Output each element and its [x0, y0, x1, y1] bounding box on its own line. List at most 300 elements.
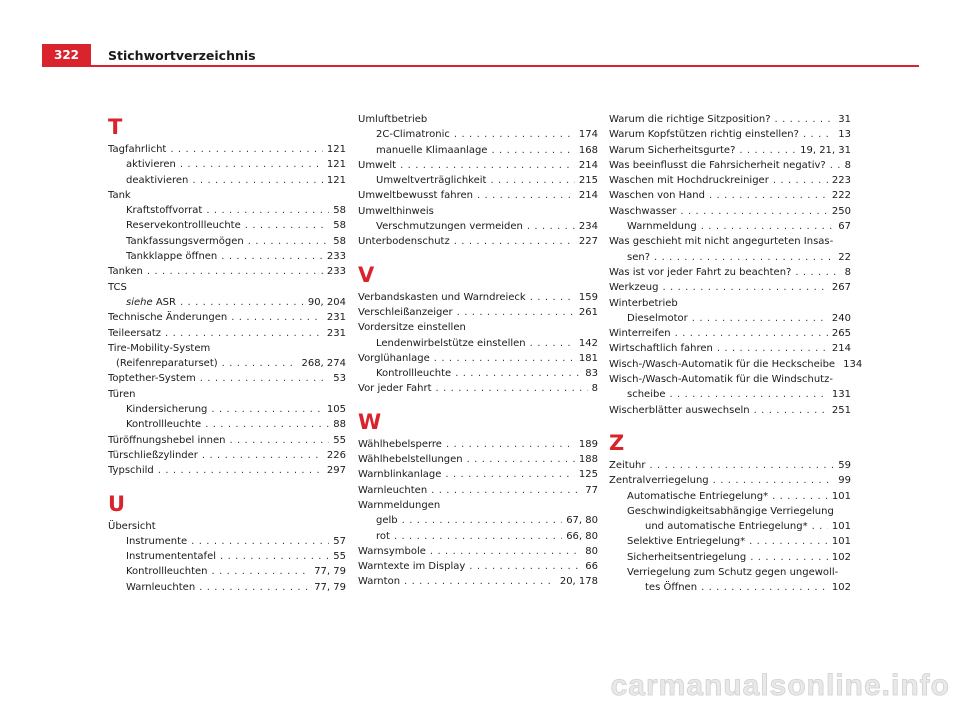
- dot-leader: [669, 387, 827, 402]
- dot-leader: [454, 127, 575, 142]
- entry-text: rot: [376, 530, 390, 542]
- page-refs: 240: [831, 312, 851, 324]
- index-subentry: [108, 173, 346, 188]
- index-entry: [358, 158, 598, 173]
- entry-text: Wischerblätter auswechseln: [609, 404, 750, 416]
- index-entry: [609, 357, 863, 372]
- dot-leader: [191, 534, 329, 549]
- dot-leader: [739, 143, 796, 158]
- dot-leader: [430, 544, 581, 559]
- dot-leader: [527, 219, 575, 234]
- page-refs: 189: [578, 438, 598, 450]
- entry-text: Verriegelung zum Schutz gegen ungewoll-: [627, 567, 839, 579]
- dot-leader: [394, 529, 562, 544]
- index-entry: [108, 341, 346, 356]
- index-entry: [108, 433, 346, 448]
- index-entry: [358, 559, 598, 574]
- dot-leader: [402, 513, 563, 528]
- index-entry: [108, 448, 346, 463]
- page-refs: 83: [585, 368, 598, 380]
- page-refs: 77: [585, 484, 598, 496]
- page-refs: 297: [326, 465, 346, 477]
- dot-leader: [709, 188, 828, 203]
- dot-leader: [205, 417, 329, 432]
- entry-text: Unterbodenschutz: [358, 236, 450, 248]
- page-refs: 67: [838, 221, 851, 233]
- page-refs: 77, 79: [314, 566, 346, 578]
- entry-text: Türen: [108, 388, 136, 400]
- page-refs: 131: [831, 389, 851, 401]
- index-entry: [108, 188, 346, 203]
- entry-text: Dieselmotor: [627, 312, 688, 324]
- page-refs: 77, 79: [314, 581, 346, 593]
- page-refs: 66, 80: [566, 530, 598, 542]
- entry-text: Reservekontrollleuchte: [126, 220, 241, 232]
- dot-leader: [180, 295, 304, 310]
- index-subentry: [358, 366, 598, 381]
- entry-text: Teileersatz: [108, 327, 162, 339]
- dot-leader: [229, 433, 329, 448]
- dot-leader: [404, 574, 556, 589]
- entry-text: tes Öffnen: [645, 582, 698, 594]
- index-subentry: [358, 336, 598, 351]
- index-subentry: [108, 295, 346, 310]
- entry-text: Geschwindigkeitsabhängige Verriegelung: [627, 505, 834, 517]
- page-refs: 66: [585, 561, 598, 573]
- entry-text: Wisch-/Wasch-Automatik für die Heckscheibe: [609, 358, 836, 370]
- page-refs: 101: [831, 521, 851, 533]
- entry-text: 2C-Climatronic: [376, 129, 450, 141]
- page-refs: 101: [831, 490, 851, 502]
- header-rule: [42, 65, 919, 67]
- entry-text: Verbandskasten und Warndreieck: [358, 291, 526, 303]
- index-subentry: [108, 218, 346, 233]
- entry-text: Winterreifen: [609, 328, 671, 340]
- entry-text: Warnsymbole: [358, 545, 426, 557]
- index-entry: [358, 437, 598, 452]
- dot-leader: [749, 534, 828, 549]
- entry-text: Warntexte im Display: [358, 561, 466, 573]
- dot-leader: [530, 290, 575, 305]
- index-entry: [358, 467, 598, 482]
- index-entry: [108, 264, 346, 279]
- dot-leader: [491, 143, 574, 158]
- index-entry: [108, 326, 346, 341]
- index-subentry: [108, 157, 346, 172]
- entry-text: Verschmutzungen vermeiden: [376, 221, 523, 233]
- page-refs: 58: [333, 220, 346, 232]
- dot-leader: [222, 356, 298, 371]
- entry-text: Zentralverriegelung: [609, 475, 709, 487]
- page-refs: 20, 178: [559, 576, 598, 588]
- index-entry: [609, 143, 851, 158]
- dot-leader: [530, 336, 575, 351]
- entry-text: Umwelt: [358, 159, 397, 171]
- index-entry: [609, 234, 851, 265]
- index-entry: [108, 310, 346, 325]
- dot-leader: [248, 234, 330, 249]
- entry-text: Vor jeder Fahrt: [358, 383, 432, 395]
- index-subentry: [108, 249, 346, 264]
- entry-text: Tankfassungsvermögen: [126, 235, 244, 247]
- entry-text: Umweltbewusst fahren: [358, 190, 473, 202]
- index-entry: [609, 326, 851, 341]
- section-letter: U: [108, 491, 126, 516]
- dot-leader: [400, 158, 575, 173]
- entry-text: sen?: [627, 251, 651, 263]
- index-entry: [358, 381, 598, 396]
- index-subentry: [358, 219, 598, 234]
- entry-text: Warnmeldung: [627, 221, 697, 233]
- dot-leader: [192, 173, 323, 188]
- index-subentry: [108, 564, 346, 579]
- entry-text: Tagfahrlicht: [108, 144, 167, 155]
- dot-leader: [773, 173, 828, 188]
- entry-text: Was geschieht mit nicht angegurteten Insas-: [609, 236, 834, 248]
- index-entry: [358, 498, 598, 513]
- dot-leader: [202, 448, 323, 463]
- index-subentry: [609, 219, 851, 234]
- index-subentry: [358, 127, 598, 142]
- index-subentry: [108, 549, 346, 564]
- index-entry: [108, 519, 346, 534]
- index-subentry: [358, 173, 598, 188]
- page-refs: 53: [333, 373, 346, 385]
- dot-leader: [490, 173, 574, 188]
- entry-text: Wirtschaftlich fahren: [609, 343, 713, 355]
- entry-text: Warum Sicherheitsgurte?: [609, 144, 736, 156]
- entry-text: Warnleuchten: [126, 581, 196, 593]
- entry-text: Instrumente: [126, 535, 188, 547]
- entry-text: Warnmeldungen: [358, 499, 441, 511]
- page-refs: 223: [831, 175, 851, 187]
- page-refs: 233: [326, 266, 346, 278]
- page-refs: 250: [831, 205, 851, 217]
- entry-text: Vordersitze einstellen: [358, 322, 466, 334]
- index-entry: [609, 265, 851, 280]
- index-subentry: [108, 580, 346, 595]
- entry-text: Umweltverträglichkeit: [376, 175, 487, 187]
- page-refs: 80: [585, 545, 598, 557]
- index-subentry: [609, 311, 851, 326]
- entry-text: Tank: [108, 189, 131, 201]
- entry-text: Waschwasser: [609, 205, 677, 217]
- dot-leader: [206, 203, 329, 218]
- entry-text: Umwelthinweis: [358, 205, 434, 217]
- page-refs: 99: [838, 475, 851, 487]
- page-refs: 121: [326, 174, 346, 186]
- page-refs: 214: [831, 343, 851, 355]
- index-entry: [108, 371, 346, 386]
- page-refs: 55: [333, 551, 346, 563]
- entry-text: TCS: [108, 281, 127, 293]
- entry-text: Vorglühanlage: [358, 352, 430, 364]
- page-refs: 188: [578, 454, 598, 466]
- index-subentry: [108, 203, 346, 218]
- entry-text: Warum die richtige Sitzposition?: [609, 114, 771, 125]
- page-refs: 8: [844, 159, 851, 171]
- entry-text: Kindersicherung: [126, 404, 208, 416]
- page-refs: 234: [578, 221, 598, 233]
- dot-leader: [713, 473, 835, 488]
- page-refs: 22: [838, 251, 851, 263]
- dot-leader: [199, 580, 310, 595]
- page-refs: 13: [838, 129, 851, 141]
- page-refs: 214: [578, 190, 598, 202]
- page-refs: 227: [578, 236, 598, 248]
- index-entry: [358, 574, 598, 589]
- index-subentry: [609, 550, 851, 565]
- dot-leader: [445, 467, 575, 482]
- entry-text: gelb: [376, 515, 398, 527]
- page-refs: 90, 204: [307, 296, 346, 308]
- entry-text: Wählhebelstellungen: [358, 454, 463, 466]
- entry-text: Tankklappe öffnen: [126, 251, 218, 263]
- page-number: 322: [42, 44, 91, 66]
- index-subentry: [609, 504, 851, 535]
- dot-leader: [469, 559, 581, 574]
- index-entry: [609, 296, 851, 311]
- index-entry: [609, 188, 851, 203]
- entry-text: ASR: [155, 296, 176, 308]
- page-refs: 31: [838, 114, 851, 125]
- entry-text: Selektive Entriegelung*: [627, 536, 746, 548]
- dot-leader: [830, 158, 841, 173]
- entry-text: Kraftstoffvorrat: [126, 205, 203, 217]
- dot-leader: [180, 157, 323, 172]
- entry-text: scheibe: [627, 389, 666, 401]
- entry-text: Werkzeug: [609, 282, 659, 294]
- entry-text: Warnblinkanlage: [358, 469, 442, 481]
- dot-leader: [662, 280, 827, 295]
- page-refs: 268, 274: [301, 358, 346, 370]
- index-subentry: [108, 234, 346, 249]
- entry-text: Automatische Entriegelung*: [627, 490, 769, 502]
- index-subentry: [108, 534, 346, 549]
- index-column-1: [108, 112, 346, 595]
- dot-leader: [221, 249, 323, 264]
- index-subentry: [609, 565, 851, 596]
- index-entry: [609, 112, 851, 127]
- index-subentry: [358, 529, 598, 544]
- dot-leader: [717, 341, 828, 356]
- index-entry: [358, 204, 598, 219]
- entry-text: Warnton: [358, 576, 401, 588]
- dot-leader: [245, 218, 330, 233]
- dot-leader: [200, 371, 330, 386]
- entry-text: Wählhebelsperre: [358, 438, 442, 450]
- index-entry: [358, 188, 598, 203]
- dot-leader: [812, 519, 828, 534]
- dot-leader: [467, 452, 575, 467]
- page-refs: 174: [578, 129, 598, 141]
- dot-leader: [675, 326, 828, 341]
- dot-leader: [795, 265, 840, 280]
- dot-leader: [650, 458, 835, 473]
- page-refs: 214: [578, 159, 598, 171]
- entry-text: Waschen mit Hochdruckreiniger: [609, 175, 769, 187]
- index-subentry: [358, 513, 598, 528]
- index-entry: [358, 351, 598, 366]
- page-refs: 58: [333, 205, 346, 217]
- entry-text: Technische Änderungen: [108, 312, 228, 324]
- entry-text: aktivieren: [126, 159, 176, 171]
- index-entry: [609, 403, 851, 418]
- index-entry: [358, 483, 598, 498]
- index-entry: [609, 372, 851, 403]
- dot-leader: [754, 403, 828, 418]
- entry-text: Zeituhr: [609, 459, 646, 471]
- entry-text: Waschen von Hand: [609, 190, 705, 202]
- see-reference: siehe: [126, 296, 153, 308]
- page-refs: 57: [333, 535, 346, 547]
- entry-text: Winterbetrieb: [609, 297, 678, 309]
- index-subentry: [358, 143, 598, 158]
- index-subentry: [609, 534, 851, 549]
- page-refs: 105: [326, 404, 346, 416]
- watermark: [0, 668, 958, 700]
- index-entry: [358, 305, 598, 320]
- entry-text: Kontrollleuchte: [376, 368, 452, 380]
- entry-text: Instrumententafel: [126, 551, 217, 563]
- entry-text: Was ist vor jeder Fahrt zu beachten?: [609, 266, 792, 278]
- entry-text: Lendenwirbelstütze einstellen: [376, 337, 526, 349]
- dot-leader: [457, 305, 575, 320]
- dot-leader: [446, 437, 575, 452]
- entry-text: Toptether-System: [108, 373, 196, 385]
- index-entry: [108, 142, 346, 157]
- page-refs: 222: [831, 190, 851, 202]
- dot-leader: [231, 310, 323, 325]
- page-refs: 125: [578, 469, 598, 481]
- dot-leader: [436, 381, 588, 396]
- page-refs: 181: [578, 352, 598, 364]
- dot-leader: [680, 204, 827, 219]
- page-refs: 215: [578, 175, 598, 187]
- index-entry: [108, 463, 346, 478]
- index-subentry: [108, 356, 346, 371]
- index-entry: [609, 458, 851, 473]
- entry-text: und automatische Entriegelung*: [645, 521, 808, 533]
- page-refs: 58: [333, 235, 346, 247]
- page-title: Stichwortverzeichnis: [108, 48, 256, 63]
- entry-text: Warum Kopfstützen richtig einstellen?: [609, 129, 799, 141]
- page-refs: 67, 80: [566, 515, 598, 527]
- page-refs: 101: [831, 536, 851, 548]
- page-refs: 231: [326, 327, 346, 339]
- index-entry: [609, 173, 851, 188]
- dot-leader: [158, 463, 323, 478]
- dot-leader: [434, 351, 575, 366]
- page-refs: 59: [838, 459, 851, 471]
- entry-text: Sicherheitsentriegelung: [627, 551, 747, 563]
- entry-text: Wisch-/Wasch-Automatik für die Windschutz-: [609, 374, 833, 386]
- index-entry: [609, 280, 851, 295]
- dot-leader: [772, 489, 828, 504]
- section-letter: T: [108, 115, 123, 139]
- page-refs: 265: [831, 328, 851, 340]
- dot-leader: [654, 250, 834, 265]
- entry-text: Kontrollleuchten: [126, 566, 208, 578]
- index-subentry: [108, 402, 346, 417]
- dot-leader: [701, 219, 835, 234]
- entry-text: Typschild: [108, 465, 154, 477]
- section-letter: V: [358, 262, 375, 287]
- dot-leader: [803, 127, 834, 142]
- dot-leader: [455, 366, 581, 381]
- index-column-3: [609, 112, 863, 596]
- page-refs: 102: [831, 551, 851, 563]
- page-refs: 251: [831, 404, 851, 416]
- dot-leader: [212, 564, 311, 579]
- dot-leader: [211, 402, 323, 417]
- index-entry: [609, 204, 851, 219]
- watermark-text: carmanualsonline.info: [610, 669, 950, 700]
- page-refs: 231: [326, 312, 346, 324]
- entry-text: Türöffnungshebel innen: [108, 434, 226, 446]
- index-entry: [358, 290, 598, 305]
- index-entry: [609, 341, 851, 356]
- page-refs: 261: [578, 306, 598, 318]
- entry-text: Übersicht: [108, 520, 156, 532]
- index-column-2: [358, 112, 598, 590]
- dot-leader: [750, 550, 828, 565]
- entry-text: Verschleißanzeiger: [358, 306, 453, 318]
- page-refs: 121: [326, 159, 346, 171]
- index-entry: [609, 127, 851, 142]
- page-refs: 233: [326, 251, 346, 263]
- index-entry: [108, 387, 346, 402]
- page-refs: 226: [326, 449, 346, 461]
- entry-text: Tire-Mobility-System: [108, 342, 211, 354]
- dot-leader: [431, 483, 581, 498]
- page-refs: 134: [843, 358, 863, 370]
- page-refs: 159: [578, 291, 598, 303]
- entry-text: deaktivieren: [126, 174, 189, 186]
- index-entry: [358, 452, 598, 467]
- dot-leader: [477, 188, 575, 203]
- page-refs: 19, 21, 31: [800, 144, 851, 156]
- index-entry: [358, 544, 598, 559]
- page-refs: 8: [844, 266, 851, 278]
- page-refs: 168: [578, 144, 598, 156]
- index-entry: [358, 320, 598, 335]
- entry-text: Was beeinflusst die Fahrsicherheit negativ?: [609, 159, 826, 171]
- index-entry: [609, 158, 851, 173]
- page-refs: 267: [831, 282, 851, 294]
- dot-leader: [775, 112, 835, 127]
- entry-text: Kontrollleuchte: [126, 419, 202, 431]
- page-refs: 102: [831, 582, 851, 594]
- page-refs: 55: [333, 434, 346, 446]
- index-entry: [358, 234, 598, 249]
- page-refs: 121: [326, 144, 346, 155]
- entry-text: Tanken: [108, 266, 143, 278]
- entry-text: (Reifenreparaturset): [116, 358, 218, 370]
- index-subentry: [108, 417, 346, 432]
- index-entry: [108, 280, 346, 295]
- dot-leader: [147, 264, 323, 279]
- dot-leader: [165, 326, 323, 341]
- entry-text: Türschließzylinder: [108, 449, 198, 461]
- entry-text: manuelle Klimaanlage: [376, 144, 488, 156]
- entry-text: Warnleuchten: [358, 484, 428, 496]
- page-refs: 8: [591, 383, 598, 395]
- section-letter: W: [358, 409, 382, 434]
- entry-text: Umluftbetrieb: [358, 114, 428, 125]
- dot-leader: [692, 311, 828, 326]
- index-entry: [609, 473, 851, 488]
